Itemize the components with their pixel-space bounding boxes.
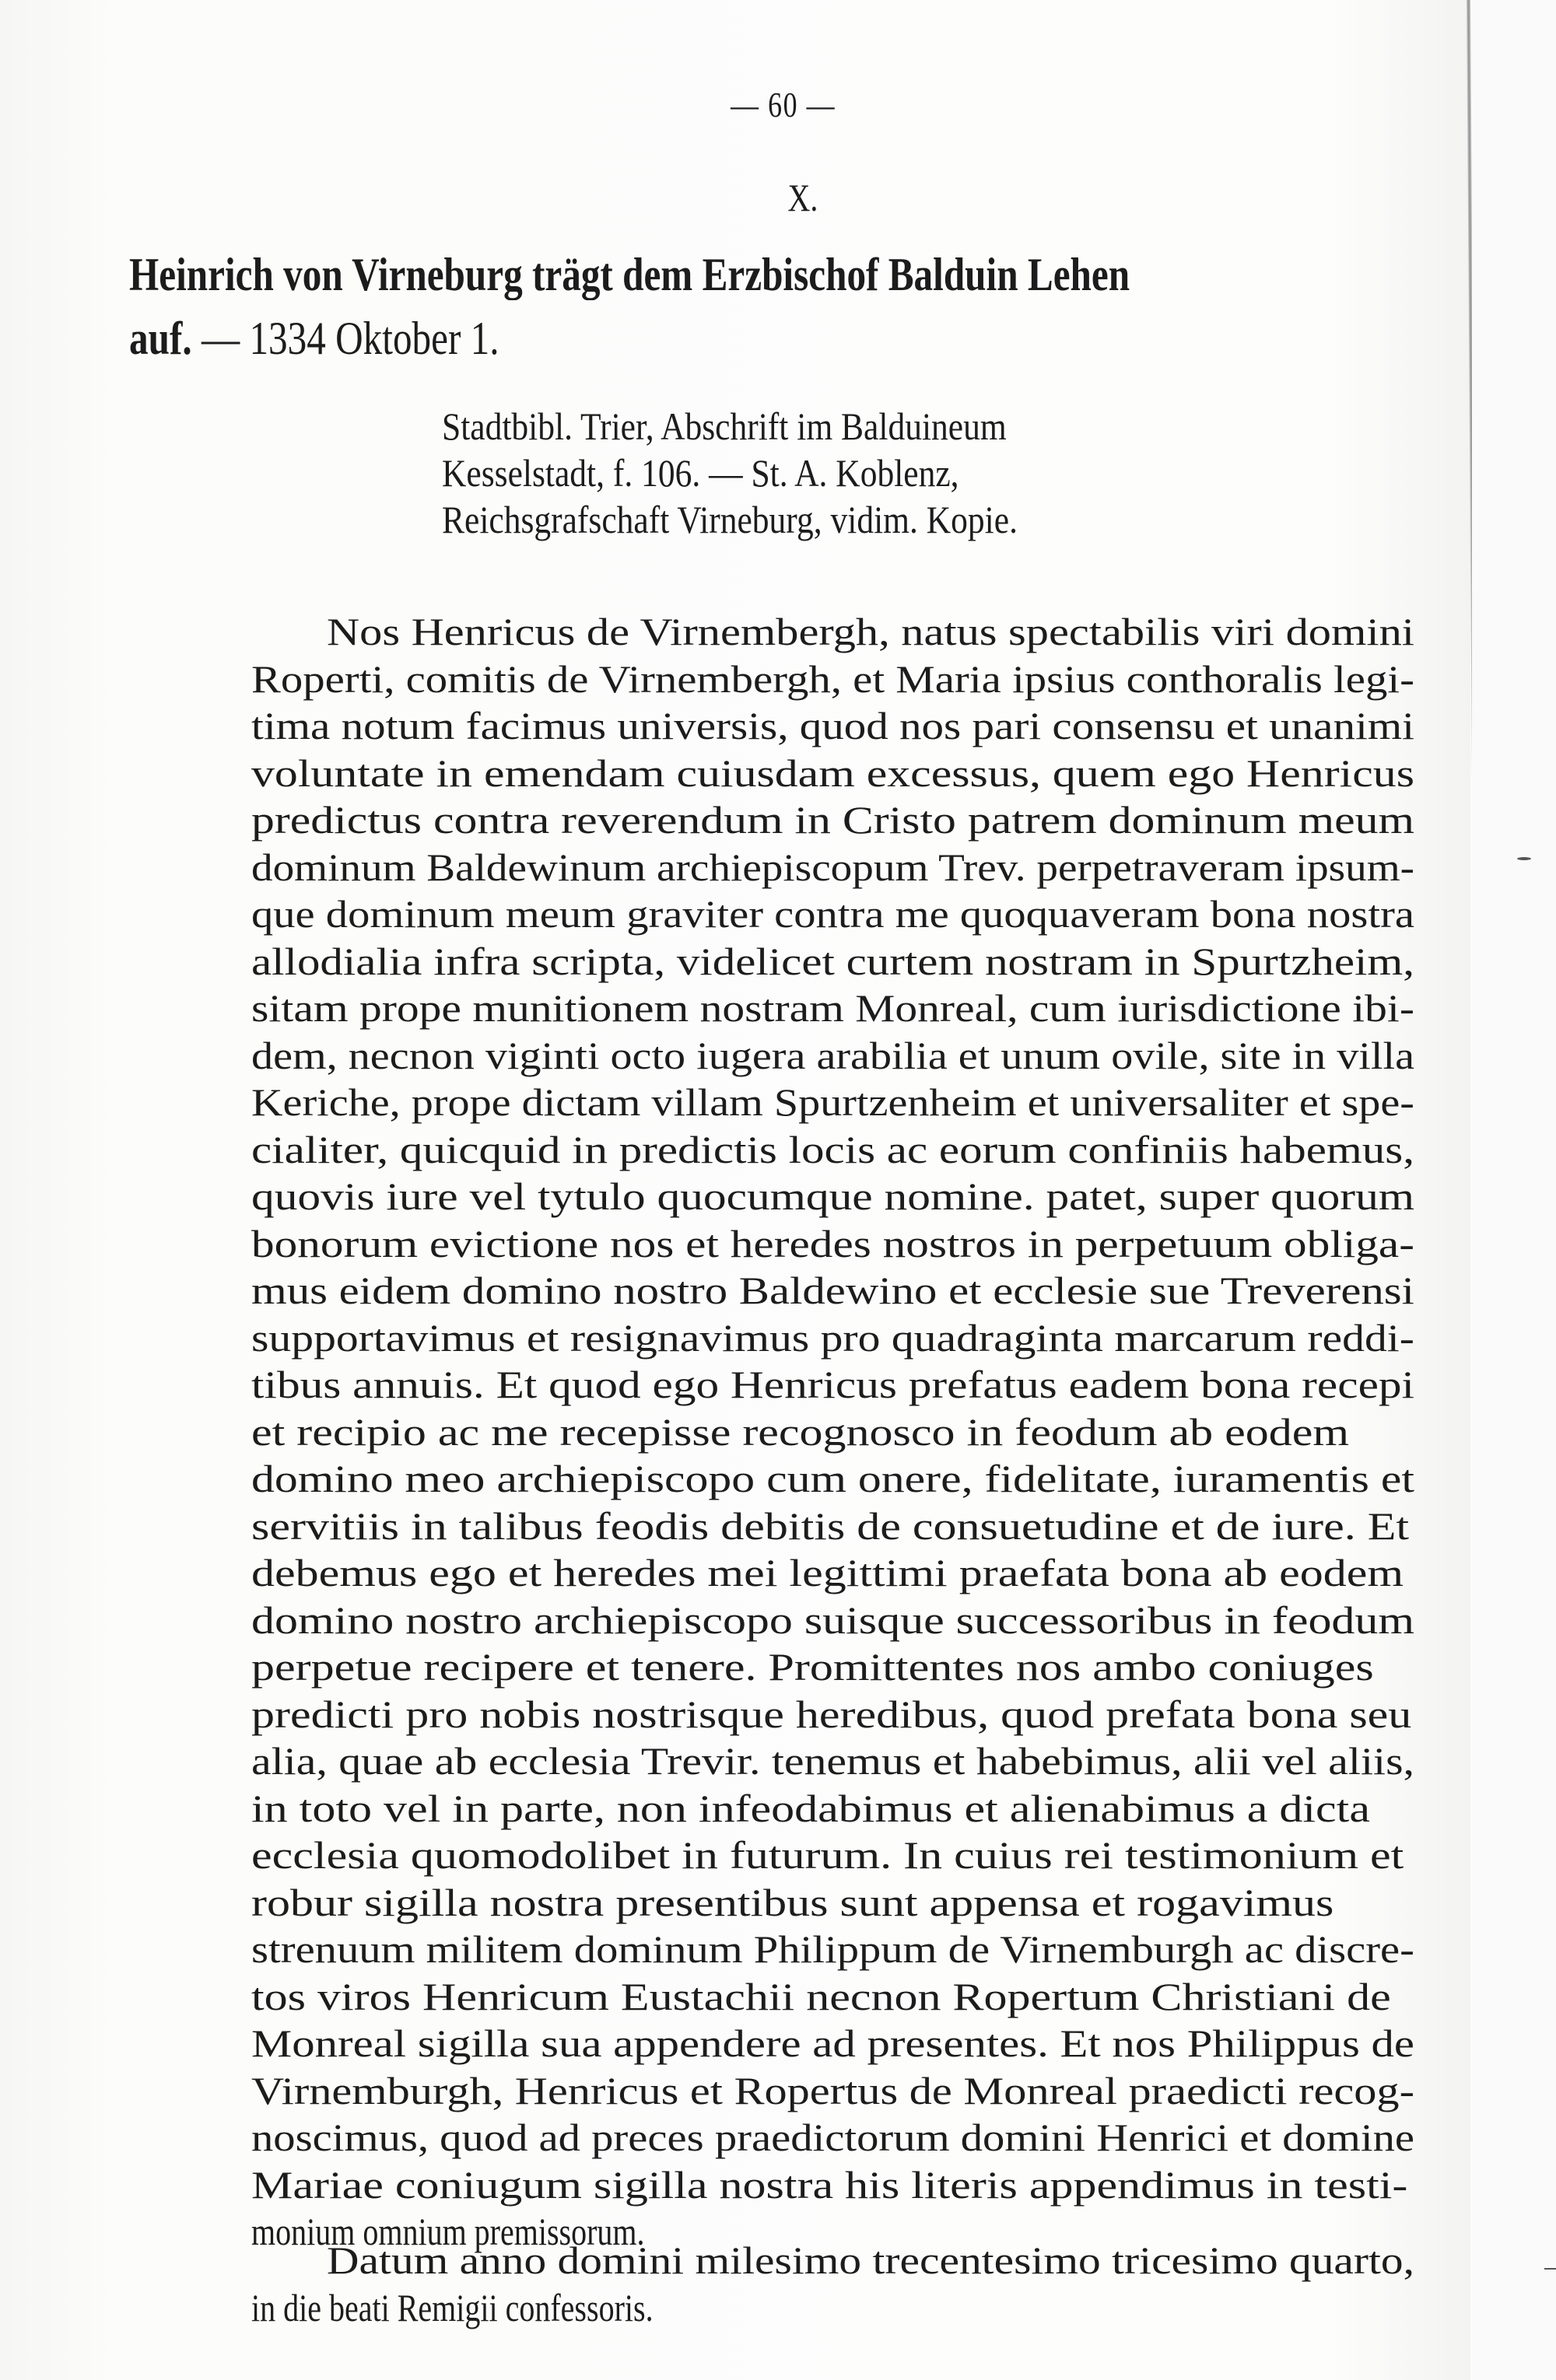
text-line — [251, 1409, 1414, 1456]
text-line — [251, 750, 1414, 797]
text-line — [251, 2020, 1414, 2067]
text-line-content: que dominum meum graviter contra me quoquaveram bona nostra — [251, 892, 1414, 936]
text-line — [251, 1597, 1414, 1644]
text-line-content: domino nostro archiepiscopo suisque successoribus in feodum — [251, 1598, 1414, 1642]
text-line — [251, 1973, 1414, 2021]
text-line-content: tos viros Henricum Eustachii necnon Ropertum Christiani de — [251, 1974, 1391, 2018]
text-line — [251, 891, 1414, 938]
text-line-content: voluntate in emendam cuiusdam excessus, quem ego Henricus — [251, 751, 1414, 795]
source-line: Reichsgrafschaft Virneburg, vidim. Kopie. — [442, 498, 1018, 541]
text-line-content: Keriche, prope dictam villam Spurtzenheim et universaliter et spe- — [251, 1080, 1414, 1124]
text-line-content: et recipio ac me recepisse recognosco in feodum ab eodem — [251, 1409, 1350, 1454]
scan-speck — [1544, 2268, 1556, 2270]
text-line-content: in die beati Remigii confessoris. — [251, 2285, 654, 2329]
text-line-content: supportavimus et resignavimus pro quadraginta marcarum reddi- — [251, 1315, 1414, 1360]
text-line-content: Virnemburgh, Henricus et Ropertus de Monreal praedicti recog- — [251, 2068, 1414, 2112]
title-line — [129, 314, 1176, 362]
text-line-content: ecclesia quomodolibet in futurum. In cuius rei testimonium et — [251, 1833, 1404, 1877]
scan-speck — [1517, 857, 1531, 860]
text-line-content: Mariae coniugum sigilla nostra his literis appendimus in testi- — [251, 2162, 1408, 2207]
text-line — [251, 1079, 1414, 1126]
text-line-content: domino meo archiepiscopo cum onere, fidelitate, iuramentis et — [251, 1457, 1415, 1500]
text-line-content: strenuum militem dominum Philippum de Virnemburgh ac discre- — [251, 1927, 1414, 1971]
text-line — [251, 1361, 1414, 1409]
dating-clause — [251, 2237, 1414, 2331]
text-line-content: Datum anno domini milesimo trecentesimo tricesimo quarto, — [327, 2238, 1414, 2282]
text-line-content: Roperti, comitis de Virnembergh, et Maria ipsius conthoralis legi- — [251, 656, 1414, 701]
text-line — [251, 2284, 1414, 2332]
document-title — [129, 250, 1405, 362]
text-line-content: Monreal sigilla sua appendere ad presentes. Et nos Philippus de — [251, 2021, 1414, 2065]
text-line-content: noscimus, quod ad preces praedictorum domini Henrici et domine — [251, 2116, 1414, 2159]
text-line — [251, 1455, 1414, 1503]
text-line-content: predicti pro nobis nostrisque heredibus, quod prefata bona seu — [251, 1692, 1412, 1736]
text-line — [251, 608, 1414, 656]
text-line — [251, 2067, 1414, 2115]
source-line: Kesselstadt, f. 106. — St. A. Koblenz, — [442, 451, 959, 495]
adjacent-page-edge — [1472, 0, 1556, 2380]
text-line-content: tima notum facimus universis, quod nos pari consensu et unanimi — [251, 704, 1415, 747]
text-line-content: Nos Henricus de Virnembergh, natus spectabilis viri domini — [327, 610, 1414, 653]
section-numeral: X. — [787, 176, 818, 219]
text-line — [251, 2161, 1414, 2209]
text-line-content: perpetue recipere et tenere. Promittentes nos ambo coniuges — [251, 1645, 1374, 1689]
text-line — [251, 1738, 1414, 1785]
text-line — [251, 656, 1414, 703]
text-line — [251, 796, 1414, 844]
text-line — [251, 938, 1414, 985]
text-line — [251, 1785, 1414, 1832]
text-line — [251, 1314, 1414, 1362]
text-line-content: tibus annuis. Et quod ego Henricus prefatus eadem bona recepi — [251, 1363, 1415, 1406]
text-line-content: allodialia infra scripta, videlicet curtem nostram in Spurtzheim, — [251, 939, 1414, 983]
text-line-content: mus eidem domino nostro Baldewino et ecclesie sue Treverensi — [251, 1269, 1414, 1312]
text-line — [251, 1691, 1414, 1738]
page-number: — 60 — — [731, 85, 836, 124]
text-line-content: quovis iure vel tytulo quocumque nomine. patet, super quorum — [251, 1174, 1414, 1218]
text-line-content: robur sigilla nostra presentibus sunt appensa et rogavimus — [251, 1880, 1334, 1924]
text-line — [251, 2114, 1414, 2161]
text-line-content: alia, quae ab ecclesia Trevir. tenemus et habebimus, alii vel aliis, — [251, 1739, 1414, 1783]
text-line-content: cialiter, quicquid in predictis locis ac eorum confiniis habemus, — [251, 1127, 1414, 1171]
text-line-content: predictus contra reverendum in Cristo patrem dominum meum — [251, 798, 1414, 842]
text-line — [251, 1032, 1414, 1080]
text-line — [251, 1549, 1414, 1597]
text-line — [251, 1173, 1414, 1220]
text-line — [251, 1267, 1414, 1314]
text-line-content: debemus ego et heredes mei legittimi praefata bona ab eodem — [251, 1551, 1404, 1594]
text-line — [251, 1126, 1414, 1174]
text-line — [251, 1220, 1414, 1268]
title-continuation: auf. — [129, 313, 192, 364]
text-line — [251, 985, 1414, 1032]
text-line — [251, 1643, 1414, 1691]
source-citation — [442, 403, 1376, 543]
text-line — [251, 1832, 1414, 1879]
text-line-content: dominum Baldewinum archiepiscopum Trev. perpetraveram ipsum- — [251, 845, 1415, 889]
text-line — [251, 2237, 1414, 2284]
charter-text — [251, 608, 1414, 2256]
text-line-content: servitiis in talibus feodis debitis de consuetudine et de iure. Et — [251, 1503, 1410, 1548]
text-line — [251, 844, 1414, 891]
text-line-content: bonorum evictione nos et heredes nostros in perpetuum obliga- — [251, 1221, 1414, 1265]
title-line: Heinrich von Virneburg trägt dem Erzbischof Balduin Lehen — [129, 249, 1130, 300]
text-line — [251, 1879, 1414, 1927]
text-line-content: in toto vel in parte, non infeodabimus et alienabimus a dicta — [251, 1786, 1370, 1830]
document-date: — 1334 Oktober 1. — [201, 313, 499, 364]
text-line — [251, 702, 1414, 750]
text-line — [251, 1926, 1414, 1973]
source-line: Stadtbibl. Trier, Abschrift im Balduineum — [442, 404, 1007, 448]
text-line-content: dem, necnon viginti octo iugera arabilia et unum ovile, site in villa — [251, 1033, 1414, 1077]
text-line — [251, 1503, 1414, 1550]
text-line-content: monium omnium premissorum. — [251, 2210, 645, 2253]
text-line-content: sitam prope munitionem nostram Monreal, cum iurisdictione ibi- — [251, 986, 1414, 1030]
